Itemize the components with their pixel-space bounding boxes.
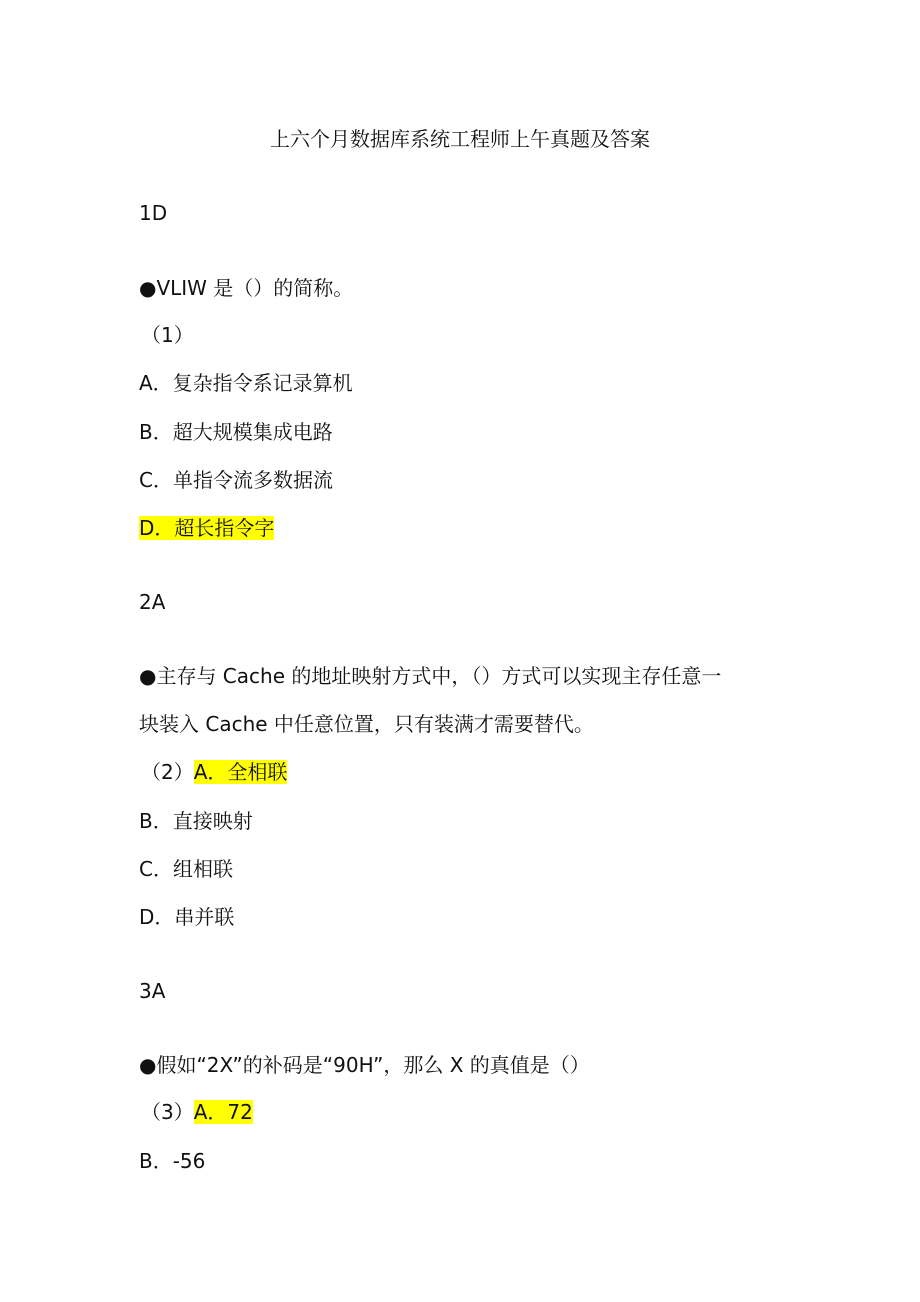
answer-key-2: 2A: [139, 590, 166, 614]
question-2-number: （2）: [141, 760, 194, 784]
answer-key-3: 3A: [139, 979, 166, 1003]
question-3-number: （3）: [141, 1100, 194, 1124]
question-3-option-b: B．-56: [139, 1149, 206, 1173]
question-3-stem: ●假如“2X”的补码是“90H”，那么 X 的真值是（）: [139, 1053, 590, 1077]
document-title: 上六个月数据库系统工程师上午真题及答案: [270, 127, 650, 151]
question-1-stem: ●VLIW 是（）的简称。: [139, 276, 354, 300]
question-2-stem-line-2: 块装入 Cache 中任意位置，只有装满才需要替代。: [139, 712, 594, 736]
question-3-option-a-highlighted: A．72: [193, 1100, 253, 1124]
question-1-option-b: B．超大规模集成电路: [139, 420, 333, 444]
question-2-option-c: C．组相联: [139, 857, 233, 881]
question-2-option-a-highlighted: A．全相联: [193, 760, 288, 784]
question-1-number: （1）: [141, 323, 194, 347]
question-2-stem-line-1: ●主存与 Cache 的地址映射方式中，（）方式可以实现主存任意一: [139, 664, 722, 688]
question-1-option-d-highlighted: D．超长指令字: [139, 516, 275, 540]
question-2-option-b: B．直接映射: [139, 809, 253, 833]
question-1-option-c: C．单指令流多数据流: [139, 468, 333, 492]
question-1-option-a: A．复杂指令系记录算机: [139, 371, 353, 395]
question-2-option-d: D．串并联: [139, 905, 235, 929]
answer-key-1: 1D: [139, 201, 168, 225]
